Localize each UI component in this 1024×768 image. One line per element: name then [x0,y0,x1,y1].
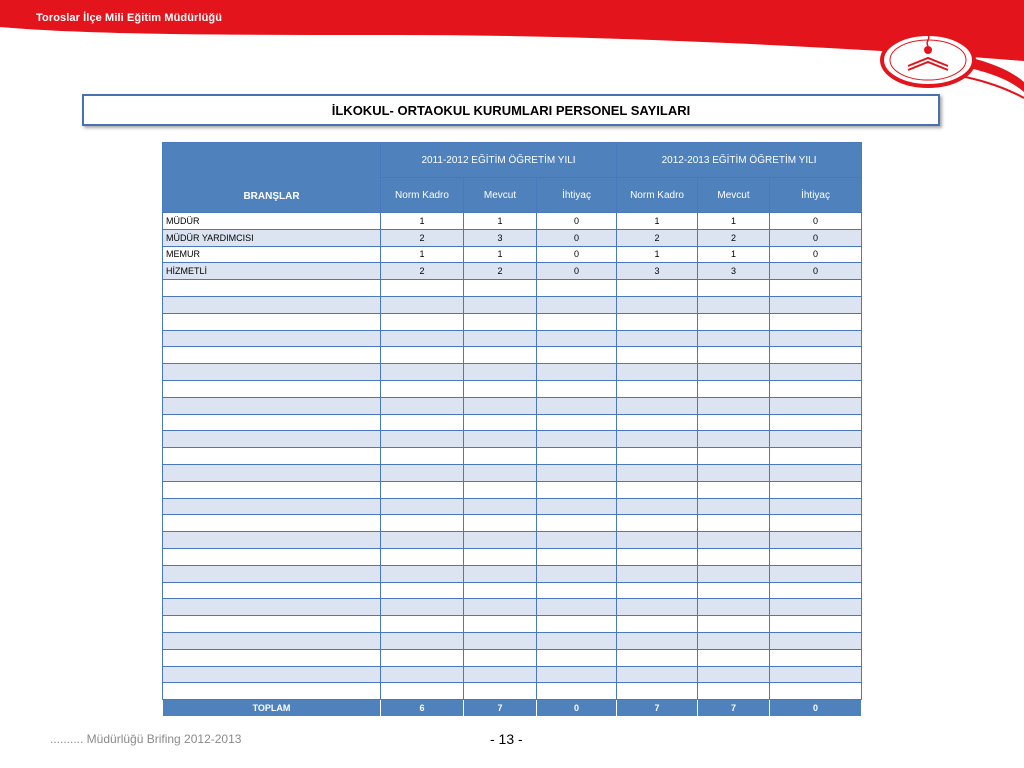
table-row [163,548,862,565]
branch-cell [163,481,381,498]
value-cell [770,498,862,515]
value-cell [537,532,617,549]
total-cell: 7 [617,700,698,717]
branch-cell [163,515,381,532]
value-cell [617,599,698,616]
table-row [163,616,862,633]
table-row [163,330,862,347]
value-cell [698,649,770,666]
value-cell [617,364,698,381]
branch-cell [163,313,381,330]
value-cell [464,666,537,683]
value-cell [381,666,464,683]
value-cell [537,599,617,616]
column-header: Norm Kadro [617,178,698,213]
table-row [163,229,862,246]
value-cell [698,666,770,683]
value-cell [381,296,464,313]
value-cell [770,582,862,599]
value-cell [617,649,698,666]
value-cell [537,481,617,498]
branch-cell [163,330,381,347]
branch-cell: HİZMETLİ [163,263,381,280]
value-cell [617,296,698,313]
value-cell [617,532,698,549]
value-cell [770,397,862,414]
value-cell [464,296,537,313]
table-row [163,313,862,330]
value-cell [381,431,464,448]
value-cell [617,632,698,649]
branch-cell [163,616,381,633]
value-cell [537,347,617,364]
value-cell [381,397,464,414]
branch-cell [163,364,381,381]
value-cell [617,330,698,347]
value-cell [770,616,862,633]
value-cell: 3 [617,263,698,280]
value-cell [617,431,698,448]
table-row [163,666,862,683]
value-cell [698,565,770,582]
value-cell [617,515,698,532]
value-cell: 1 [617,213,698,230]
value-cell [381,481,464,498]
total-cell: 7 [698,700,770,717]
value-cell [537,364,617,381]
branch-cell [163,582,381,599]
value-cell [770,565,862,582]
value-cell [537,616,617,633]
value-cell [464,498,537,515]
value-cell [698,481,770,498]
value-cell [770,666,862,683]
value-cell [537,296,617,313]
value-cell [698,464,770,481]
value-cell [770,380,862,397]
personnel-table [162,142,862,717]
value-cell [617,464,698,481]
value-cell [381,632,464,649]
branch-cell [163,498,381,515]
value-cell [537,397,617,414]
branch-cell [163,280,381,297]
value-cell [617,313,698,330]
value-cell [537,414,617,431]
value-cell [770,599,862,616]
value-cell [698,632,770,649]
value-cell [770,481,862,498]
branch-cell [163,565,381,582]
value-cell [698,280,770,297]
page-number: - 13 - [490,731,523,747]
value-cell [464,280,537,297]
value-cell [617,666,698,683]
total-label: TOPLAM [163,700,381,717]
table-row [163,263,862,280]
value-cell [381,280,464,297]
value-cell: 1 [464,246,537,263]
value-cell [770,532,862,549]
table-row [163,213,862,230]
branch-cell [163,666,381,683]
value-cell [537,280,617,297]
branch-cell [163,296,381,313]
value-cell [617,397,698,414]
branch-cell: MÜDÜR YARDIMCISI [163,229,381,246]
value-cell [698,330,770,347]
branch-cell [163,599,381,616]
branch-cell [163,380,381,397]
slide-title-box [82,94,940,126]
value-cell [537,498,617,515]
table-row [163,280,862,297]
value-cell: 2 [464,263,537,280]
value-cell: 1 [464,213,537,230]
value-cell [464,582,537,599]
footer-text: .......... Müdürlüğü Brifing 2012-2013 [50,732,242,746]
branch-cell [163,632,381,649]
value-cell [464,347,537,364]
table-row [163,582,862,599]
table-row [163,683,862,700]
table-row [163,397,862,414]
value-cell: 3 [698,263,770,280]
value-cell [381,649,464,666]
value-cell [381,515,464,532]
value-cell [464,397,537,414]
table-row [163,448,862,465]
value-cell: 2 [381,229,464,246]
table-row [163,464,862,481]
value-cell [770,364,862,381]
value-cell: 1 [617,246,698,263]
table-row [163,649,862,666]
value-cell [770,464,862,481]
value-cell: 0 [537,263,617,280]
column-header: Mevcut [464,178,537,213]
value-cell [698,448,770,465]
value-cell [617,380,698,397]
value-cell [464,414,537,431]
value-cell [381,548,464,565]
value-cell [617,448,698,465]
value-cell [698,380,770,397]
value-cell [770,414,862,431]
value-cell [698,397,770,414]
value-cell [770,632,862,649]
header-title: Toroslar İlçe Mili Eğitim Müdürlüğü [36,12,223,24]
branch-cell [163,448,381,465]
value-cell [537,313,617,330]
branch-cell [163,683,381,700]
value-cell [537,683,617,700]
value-cell [698,431,770,448]
table-row [163,431,862,448]
value-cell [381,448,464,465]
value-cell [537,330,617,347]
value-cell [464,548,537,565]
value-cell [617,616,698,633]
value-cell: 0 [770,229,862,246]
value-cell [381,582,464,599]
value-cell [537,582,617,599]
value-cell [770,515,862,532]
value-cell [770,431,862,448]
value-cell [537,515,617,532]
value-cell [698,599,770,616]
value-cell [381,616,464,633]
branch-cell [163,347,381,364]
value-cell [537,548,617,565]
branch-cell [163,397,381,414]
slide-title: İLKOKUL- ORTAOKUL KURUMLARI PERSONEL SAYILARI [331,102,691,118]
table-row [163,632,862,649]
ministry-logo [878,30,978,90]
table-row [163,364,862,381]
value-cell [537,666,617,683]
value-cell [770,347,862,364]
value-cell [381,414,464,431]
value-cell: 2 [381,263,464,280]
value-cell: 0 [770,213,862,230]
branch-cell [163,548,381,565]
column-header: Norm Kadro [381,178,464,213]
value-cell: 1 [381,213,464,230]
year-group-header: 2011-2012 EĞİTİM ÖĞRETİM YILI [381,143,617,178]
value-cell [464,599,537,616]
value-cell [537,431,617,448]
value-cell [698,515,770,532]
value-cell [381,364,464,381]
value-cell [464,649,537,666]
value-cell [698,532,770,549]
value-cell [464,616,537,633]
value-cell [537,632,617,649]
column-header: Mevcut [698,178,770,213]
value-cell [381,599,464,616]
value-cell [770,330,862,347]
table-row [163,532,862,549]
value-cell [698,616,770,633]
table-row [163,565,862,582]
value-cell [464,515,537,532]
value-cell [770,280,862,297]
value-cell [698,347,770,364]
value-cell [464,448,537,465]
table-row [163,498,862,515]
total-row [163,700,862,717]
value-cell [464,481,537,498]
year-group-header: 2012-2013 EĞİTİM ÖĞRETİM YILI [617,143,862,178]
value-cell [381,532,464,549]
table-row [163,347,862,364]
value-cell [537,565,617,582]
table-row [163,414,862,431]
value-cell [770,313,862,330]
value-cell: 0 [537,246,617,263]
value-cell [464,313,537,330]
value-cell [537,649,617,666]
table-row [163,380,862,397]
value-cell [698,364,770,381]
branch-cell [163,464,381,481]
table-row [163,481,862,498]
value-cell [617,280,698,297]
value-cell [464,683,537,700]
total-cell: 0 [770,700,862,717]
value-cell [537,380,617,397]
value-cell [381,347,464,364]
branches-header: BRANŞLAR [163,143,381,213]
value-cell [381,380,464,397]
value-cell [617,548,698,565]
value-cell [698,498,770,515]
branch-cell [163,532,381,549]
column-header: İhtiyaç [537,178,617,213]
value-cell: 0 [537,213,617,230]
value-cell [464,330,537,347]
value-cell [537,464,617,481]
value-cell: 3 [464,229,537,246]
total-cell: 0 [537,700,617,717]
value-cell: 1 [698,246,770,263]
value-cell [464,380,537,397]
value-cell [617,582,698,599]
value-cell [537,448,617,465]
value-cell [464,431,537,448]
branch-cell: MEMUR [163,246,381,263]
value-cell [617,565,698,582]
value-cell [770,683,862,700]
value-cell [464,565,537,582]
value-cell [770,296,862,313]
value-cell [464,632,537,649]
value-cell [381,464,464,481]
branch-cell: MÜDÜR [163,213,381,230]
table-row [163,599,862,616]
value-cell [464,532,537,549]
value-cell [698,548,770,565]
value-cell: 1 [381,246,464,263]
value-cell [381,565,464,582]
value-cell: 2 [617,229,698,246]
value-cell [381,330,464,347]
total-cell: 6 [381,700,464,717]
value-cell [617,481,698,498]
value-cell [770,448,862,465]
value-cell [770,649,862,666]
total-cell: 7 [464,700,537,717]
branch-cell [163,649,381,666]
value-cell [698,313,770,330]
branch-cell [163,431,381,448]
value-cell [381,498,464,515]
value-cell [698,683,770,700]
value-cell [617,414,698,431]
value-cell [464,364,537,381]
column-header: İhtiyaç [770,178,862,213]
table-row [163,296,862,313]
branch-cell [163,414,381,431]
value-cell: 1 [698,213,770,230]
value-cell: 0 [770,246,862,263]
value-cell [698,414,770,431]
value-cell: 0 [537,229,617,246]
value-cell [381,313,464,330]
value-cell [381,683,464,700]
table-row [163,246,862,263]
value-cell [698,296,770,313]
value-cell: 0 [770,263,862,280]
value-cell: 2 [698,229,770,246]
table-row [163,515,862,532]
value-cell [617,498,698,515]
value-cell [464,464,537,481]
value-cell [698,582,770,599]
value-cell [617,683,698,700]
value-cell [770,548,862,565]
value-cell [617,347,698,364]
